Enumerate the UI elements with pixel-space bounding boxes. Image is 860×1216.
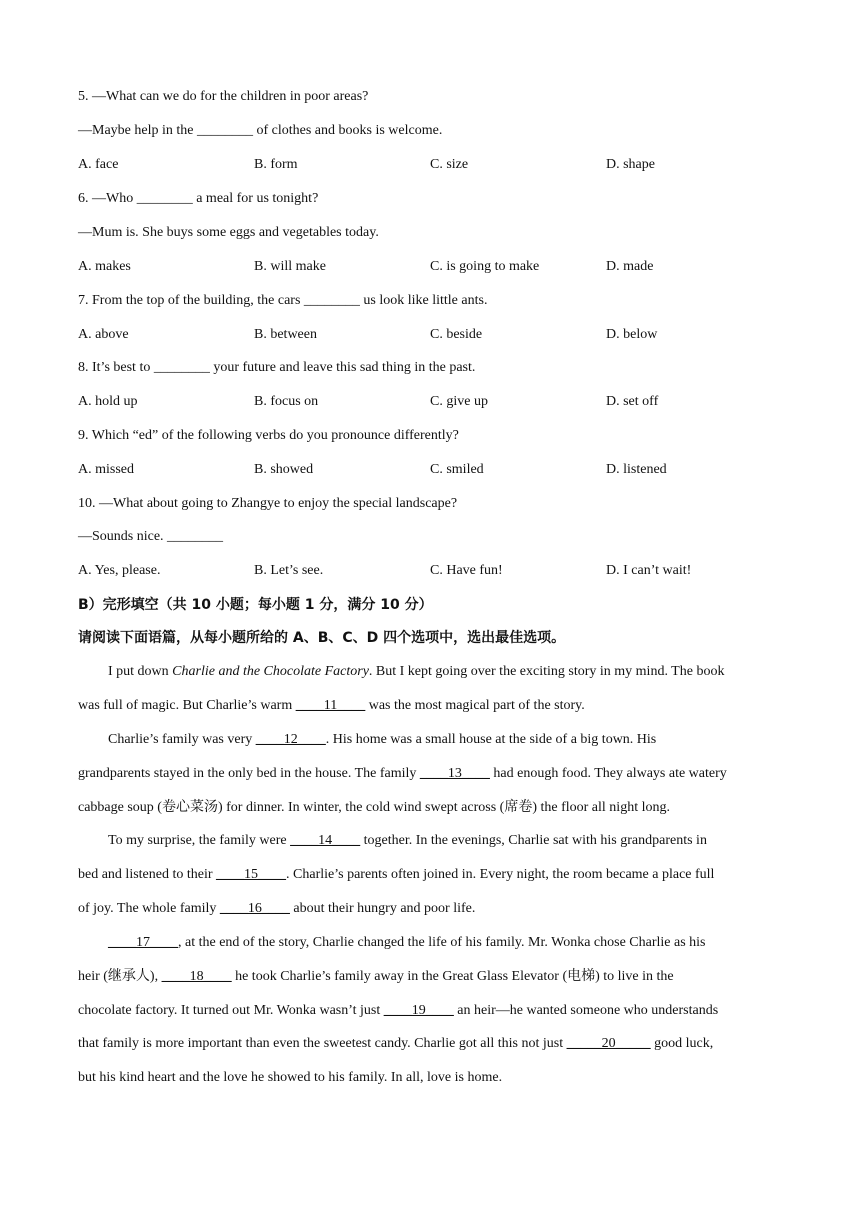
question-5-option-d: D. shape [606, 157, 655, 172]
question-7-stem: 7. From the top of the building, the cars ________ us look like little ants. [78, 293, 488, 308]
question-5-answer-line: —Maybe help in the ________ of clothes and books is welcome. [78, 123, 443, 138]
blank-12: ____12____ [255, 732, 326, 747]
blank-18: ____18____ [161, 969, 232, 984]
question-7-option-a: A. above [78, 327, 129, 342]
question-5-option-a: A. face [78, 157, 119, 172]
book-title: Charlie and the Chocolate Factory [172, 664, 369, 679]
question-9-option-c: C. smiled [430, 462, 484, 477]
question-7-option-c: C. beside [430, 327, 483, 342]
blank-20: _____20_____ [566, 1036, 651, 1051]
question-9-option-d: D. listened [606, 462, 667, 477]
question-8-option-c: C. give up [430, 394, 488, 409]
question-10-stem: 10. —What about going to Zhangye to enjoy the special landscape? [78, 496, 458, 511]
question-7-option-d: D. below [606, 327, 658, 342]
question-10-option-d: D. I can’t wait! [606, 563, 692, 578]
question-9-option-a: A. missed [78, 462, 134, 477]
passage-p2-line-1: Charlie’s family was very ____12____. His home was a small house at the side of a big town. His [108, 732, 657, 747]
section-instruction: 请阅读下面语篇，从每小题所给的 A、B、C、D 四个选项中，选出最佳选项。 [78, 630, 566, 646]
question-6-option-a: A. makes [78, 259, 131, 274]
passage-p3-line-3: of joy. The whole family ____16____ about their hungry and poor life. [78, 901, 476, 916]
question-8-stem: 8. It’s best to ________ your future and leave this sad thing in the past. [78, 360, 476, 375]
blank-16: ____16____ [219, 901, 290, 916]
blank-14: ____14____ [290, 833, 361, 848]
question-6-option-c: C. is going to make [430, 259, 540, 274]
passage-p4-line-1: ____17____, at the end of the story, Charlie changed the life of his family. Mr. Wonka chose Charlie as his [108, 935, 706, 950]
question-5-stem: 5. —What can we do for the children in poor areas? [78, 89, 369, 104]
question-9-option-b: B. showed [254, 462, 314, 477]
section-heading: B）完形填空（共 10 小题；每小题 1 分，满分 10 分） [78, 597, 433, 613]
blank-19: ____19____ [383, 1003, 454, 1018]
question-6-option-b: B. will make [254, 259, 326, 274]
question-10-option-c: C. Have fun! [430, 563, 503, 578]
passage-p3-line-2: bed and listened to their ____15____. Charlie’s parents often joined in. Every night, the room became a place full [78, 867, 715, 882]
passage-p3-line-1: To my surprise, the family were ____14____ together. In the evenings, Charlie sat with his grandparents in [108, 833, 707, 848]
blank-17: ____17____ [108, 935, 178, 950]
question-6-stem: 6. —Who ________ a meal for us tonight? [78, 191, 319, 206]
passage-p2-line-2: grandparents stayed in the only bed in the house. The family ____13____ had enough food. They always ate watery [78, 766, 727, 781]
question-9-stem: 9. Which “ed” of the following verbs do you pronounce differently? [78, 428, 459, 443]
passage-p4-line-3: chocolate factory. It turned out Mr. Wonka wasn’t just ____19____ an heir—he wanted someone who understands [78, 1003, 719, 1018]
blank-11: ____11____ [295, 698, 366, 713]
question-5-option-b: B. form [254, 157, 298, 172]
passage-p1-line-2: was full of magic. But Charlie’s warm ____11____ was the most magical part of the story. [78, 698, 585, 713]
question-8-option-d: D. set off [606, 394, 659, 409]
question-7-option-b: B. between [254, 327, 317, 342]
question-5-option-c: C. size [430, 157, 469, 172]
passage-p4-line-2: heir (继承人), ____18____ he took Charlie’s family away in the Great Glass Elevator (电梯) to live in the [78, 969, 674, 984]
question-10-answer-line: —Sounds nice. ________ [78, 529, 224, 544]
passage-p4-line-5: but his kind heart and the love he showed to his family. In all, love is home. [78, 1070, 503, 1085]
question-8-option-a: A. hold up [78, 394, 138, 409]
passage-p4-line-4: that family is more important than even the sweetest candy. Charlie got all this not just _____20_____ good luck, [78, 1036, 714, 1051]
passage-p2-line-3: cabbage soup (卷心菜汤) for dinner. In winter, the cold wind swept across (席卷) the floor all night long. [78, 800, 670, 815]
passage-p1-line-1: I put down Charlie and the Chocolate Factory. But I kept going over the exciting story in my mind. The book [108, 664, 725, 679]
question-10-option-a: A. Yes, please. [78, 563, 161, 578]
blank-13: ____13____ [419, 766, 490, 781]
question-8-option-b: B. focus on [254, 394, 319, 409]
question-6-answer-line: —Mum is. She buys some eggs and vegetables today. [78, 225, 379, 240]
question-6-option-d: D. made [606, 259, 654, 274]
question-10-option-b: B. Let’s see. [254, 563, 324, 578]
blank-15: ____15____ [216, 867, 287, 882]
